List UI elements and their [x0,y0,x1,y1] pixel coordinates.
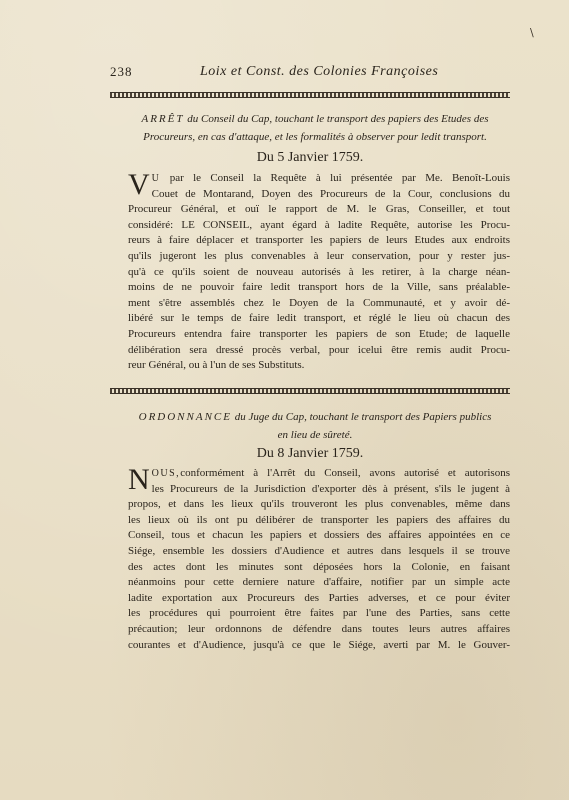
section1-line-6: qu'à ce qu'ils soient de nouveau autorisés à les retirer, à la charge néan- [128,265,510,278]
section2-line-0 [128,466,510,482]
section1-title-lead: ARRÊT [141,113,185,125]
section1-line-0-text: par le Conseil la Requête à lui présentée par Me. Benoît-Louis [160,172,510,184]
ornamental-rule-top [110,92,510,98]
section1-body [128,168,510,374]
section1-line-5: qu'ils jugeront les plus convenables à leur conservation, pour y rester jus- [128,249,510,262]
section2-line-9: les procédures qui pourroient être faites par l'une des Parties, sans cette [128,607,510,620]
page-number: 238 [110,64,133,79]
section1-line-4: reurs à faire déplacer et transporter les papiers de leurs Etudes aux endroits [128,234,510,247]
section2-line-5: Siége, ensemble les dossiers d'Audience et autres dans lesquels il se trouve [128,544,510,557]
section2-line-8: ladite exportation aux Procureurs des Parties adverses, et ce pour éviter [128,591,510,604]
section1-date: Du 5 Janvier 1759. [256,150,364,165]
section2-title-line2: en lieu de sûreté. [277,429,353,441]
section1-line-9: libéré sur le temps de faire ledit transport, et réglé le lieu où chacun des [128,312,510,325]
section2-lead: OUS, [151,468,181,479]
section1-line-7: moins de ne pouvoir faire ledit transport hors de la Ville, sans préalable- [128,281,510,294]
section1-line-2: Procureur Général, et ouï le rapport de M. le Gras, Conseiller, et tout [128,203,510,216]
section1-lead: U [151,173,161,184]
ornamental-rule-middle [110,388,510,394]
stray-ink-mark: \ [530,26,534,39]
section2-line-1: les Procureurs de la Jurisdiction d'exporter dès à présent, s'ils le jugent à [151,482,510,495]
section2-date: Du 8 Janvier 1759. [256,446,364,461]
section1-line-0 [128,171,510,187]
section2-title [120,408,510,444]
section2-title-lead: ORDONNANCE [138,411,232,423]
section1-line-12: reur Général, ou à l'un de ses Substituts. [128,359,305,372]
section2-line-3: les lieux où ils ont pu délibérer de transporter les papiers des affaires du [128,513,510,526]
section2-title-line1 [120,408,510,426]
section2-line-0-text: conformément à l'Arrêt du Conseil, avons autorisé et autorisons [180,467,510,479]
section1-title [120,110,510,146]
section2-line-6: des actes dont les minutes sont déposées hors la Colonie, en faisant [128,560,510,573]
section1-line-11: délibération sera dressé procès verbal, pour icelui être remis audit Procu- [128,343,510,356]
section2-body [128,463,510,653]
section1-line-8: ment s'être assemblés chez le Doyen de la Communauté, et y avoir dé- [128,296,510,309]
section1-title-line2: Procureurs, en cas d'attaque, et les formalités à observer pour ledit transport. [143,131,487,143]
section2-title-text1: du Juge du Cap, touchant le transport des Papiers publics [231,411,492,423]
section2-dropcap: N [128,463,150,496]
page-header [110,64,510,84]
section2-line-4: Conseil, tous et chacun les papiers et dossiers des affaires appointées en ce [128,529,510,542]
section2-line-10: précaution; leur ordonnons de défendre dans toutes leurs autres affaires [128,622,510,635]
section1-title-text1: du Conseil du Cap, touchant le transport des papiers des Etudes des [184,113,489,125]
section2-line-7: néanmoins pour cette derniere nature d'affaire, notifier par un simple acte [128,576,510,589]
section1-title-line1 [120,110,510,128]
section1-dropcap: V [128,168,150,201]
section2-line-11: courantes et d'Audience, jusqu'à ce que le Siége, averti par M. le Gouver- [128,638,510,651]
section2-line-2: propos, et dans les lieux qu'ils trouveront les plus convenables, même dans [128,498,510,511]
section1-line-10: Procureurs entendra faire transporter les papiers de son Etude; de laquelle [128,327,510,340]
running-title: Loix et Const. des Colonies Françoises [200,64,439,79]
section1-line-1: Couet de Montarand, Doyen des Procureurs de la Cour, conclusions du [151,187,510,200]
section1-line-3: considéré: LE CONSEIL, ayant égard à ladite Requête, autorise les Procu- [128,218,510,231]
